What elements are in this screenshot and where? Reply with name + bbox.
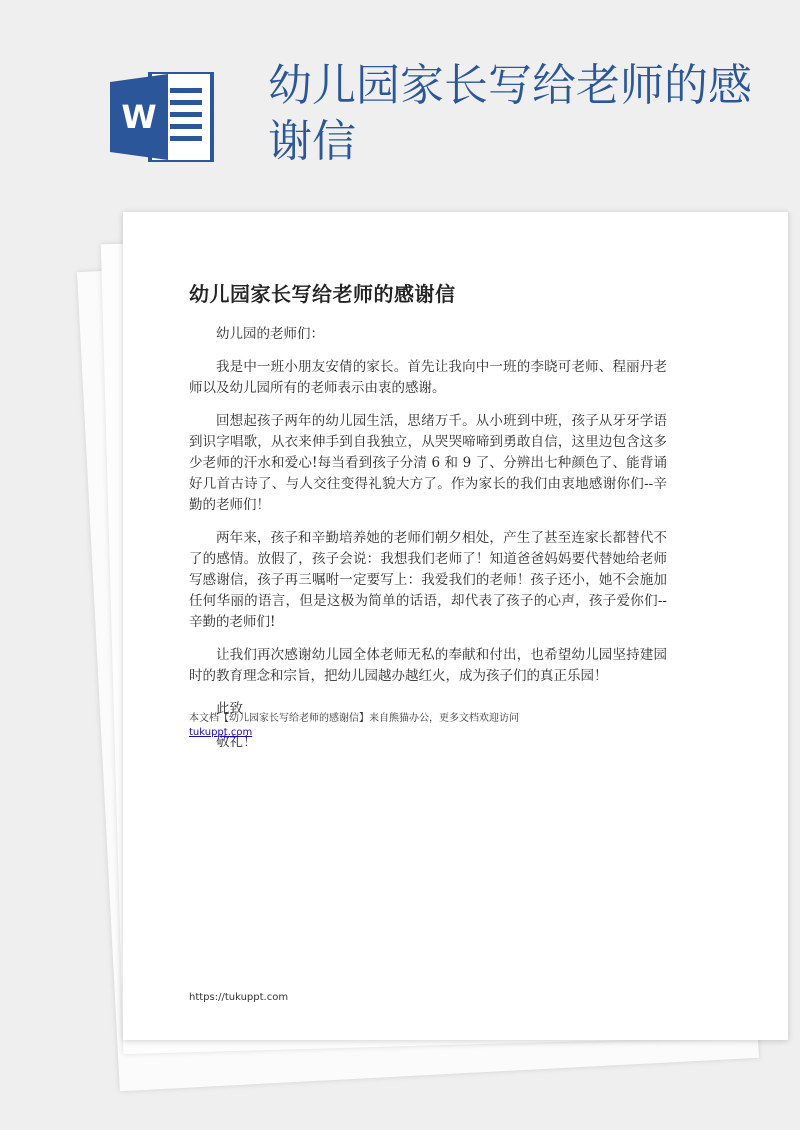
letter-paragraph: 两年来，孩子和辛勤培养她的老师们朝夕相处，产生了甚至连家长都替代不了的感情。放假了，孩子会说：我想我们老师了！知道爸爸妈妈要代替她给老师写感谢信，孩子再三嘱咐一定要写上：我爱我们的老师！孩子还小，她不会施加任何华丽的语言，但是这极为简单的话语，却代表了孩子的心声，孩子爱你们--辛勤的老师们! (189, 530, 667, 630)
page-footer-url[interactable]: https://tukuppt.com (189, 992, 289, 1003)
source-note (189, 712, 519, 740)
letter-paragraph: 让我们再次感谢幼儿园全体老师无私的奉献和付出，也希望幼儿园坚持建园时的教育理念和宗旨，把幼儿园越办越红火，成为孩子们的真正乐园！ (189, 647, 667, 684)
letter-body (189, 324, 667, 765)
letter-paragraph: 我是中一班小朋友安倩的家长。首先让我向中一班的李晓可老师、程丽丹老师以及幼儿园所有的老师表示由衷的感谢。 (189, 359, 667, 396)
source-link[interactable]: tukuppt.com (189, 727, 253, 738)
word-document-icon (110, 72, 216, 162)
word-logo-letter: W (121, 98, 157, 136)
letter-paragraph: 回想起孩子两年的幼儿园生活，思绪万千。从小班到中班，孩子从牙牙学语到识字唱歌，从衣来伸手到自我独立，从哭哭啼啼到勇敢自信，这里边包含这多少老师的汗水和爱心!每当看到孩子分清 6 和 9 了、分辨出七种颜色了、能背诵好几首古诗了、与人交往变得礼貌大方了。作为家长的我们由衷地感谢你们--辛勤的老师们！ (189, 413, 667, 513)
banner-title: 幼儿园家长写给老师的感谢信 (268, 60, 752, 167)
document-title: 幼儿园家长写给老师的感谢信 (189, 282, 456, 306)
letter-closing: 此致 (216, 701, 243, 717)
source-note-text: 本文档【幼儿园家长写给老师的感谢信】来自熊猫办公，更多文档欢迎访问 (189, 713, 519, 724)
letter-regards: 敬礼！ (216, 734, 257, 750)
letter-salutation: 幼儿园的老师们： (216, 326, 324, 342)
document-page (123, 212, 788, 1040)
